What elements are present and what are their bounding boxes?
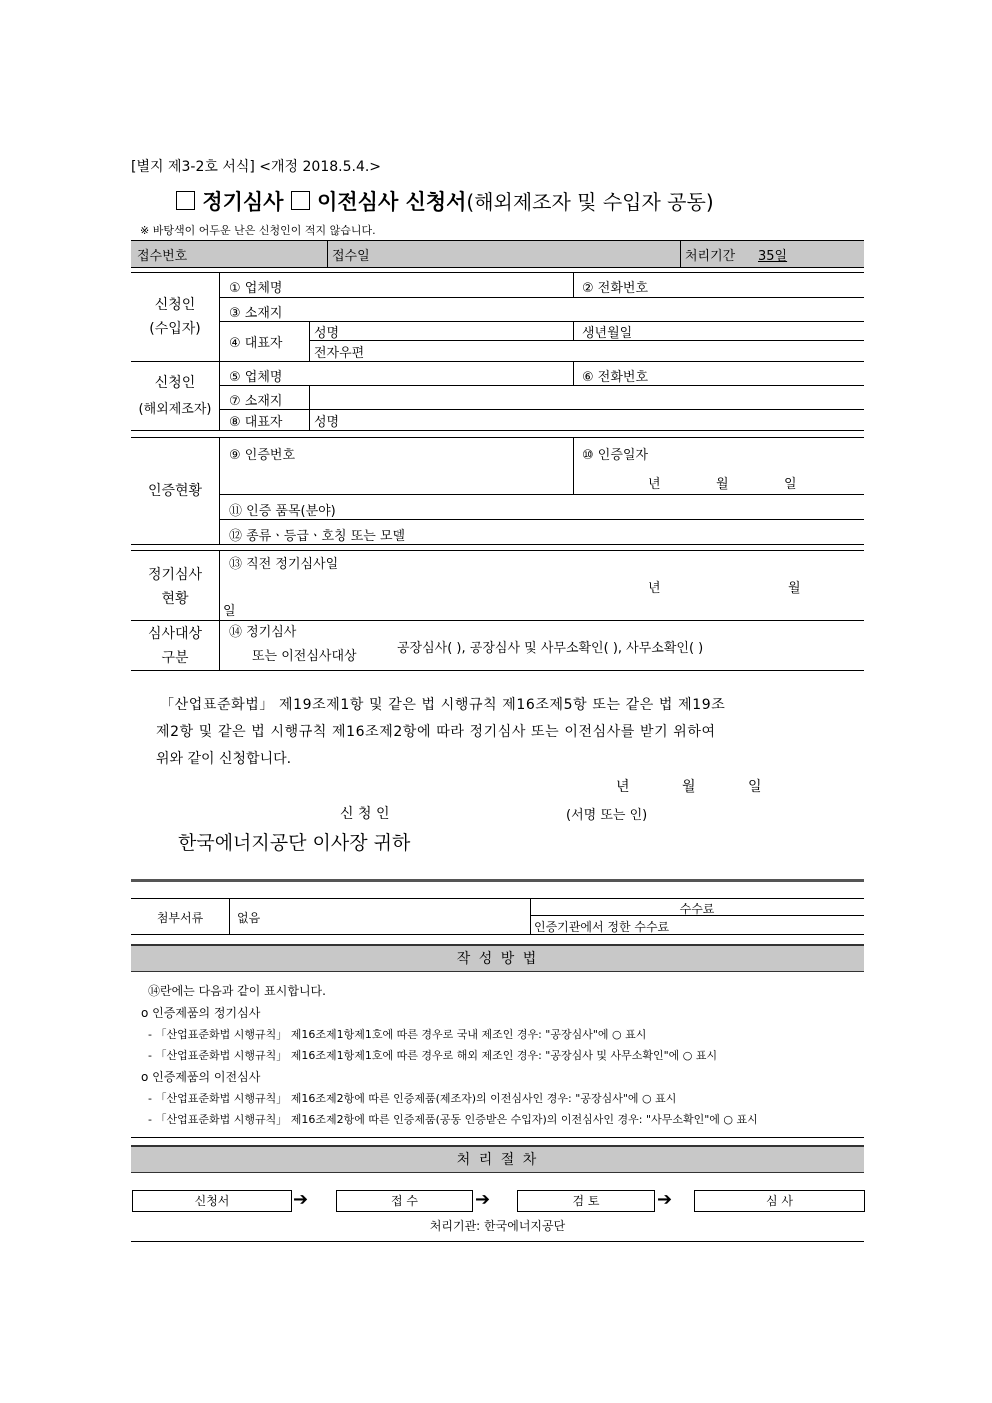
fee-value: 인증기관에서 정한 수수료 bbox=[534, 920, 670, 934]
apply-date-day[interactable]: 일 bbox=[748, 779, 762, 795]
importer-phone-field[interactable]: ② 전화번호 bbox=[582, 281, 649, 296]
regular-sublabel: 현황 bbox=[161, 591, 189, 607]
manufacturer-name-field[interactable]: 성명 bbox=[314, 415, 340, 430]
processing-agency: 처리기관: 한국에너지공단 bbox=[429, 1219, 566, 1233]
importer-address-field[interactable]: ③ 소재지 bbox=[229, 306, 283, 321]
form-title bbox=[176, 186, 714, 216]
last-regular-month[interactable]: 월 bbox=[788, 581, 801, 596]
instruction-line: - 「산업표준화법 시행규칙」 제16조제2항에 따른 인증제품(제조자)의 이전심사인 경우: "공장심사"에 ○ 표시 bbox=[148, 1092, 677, 1105]
regular-label: 정기심사 bbox=[147, 567, 203, 583]
checkbox-transfer-icon[interactable] bbox=[291, 191, 310, 210]
arrow-right-icon: ➔ bbox=[293, 1189, 309, 1210]
instruction-line: o 인증제품의 이전심사 bbox=[141, 1070, 261, 1084]
title-main: 신청서 bbox=[405, 190, 467, 214]
target-item-label: ⑭ 정기심사 bbox=[229, 625, 297, 640]
procedure-header: 처 리 절 차 bbox=[456, 1152, 539, 1168]
instructions-header: 작 성 방 법 bbox=[456, 951, 539, 967]
office-use-row bbox=[131, 240, 864, 267]
target-sublabel: 구분 bbox=[161, 650, 189, 666]
target-item-sublabel: 또는 이전심사대상 bbox=[252, 649, 357, 664]
apply-date-year[interactable]: 년 bbox=[616, 779, 630, 795]
step-receipt: 접 수 bbox=[336, 1190, 473, 1212]
target-label: 심사대상 bbox=[147, 626, 203, 642]
form-reference: [별지 제3-2호 서식] <개정 2018.5.4.> bbox=[131, 159, 382, 175]
arrow-right-icon: ➔ bbox=[657, 1189, 673, 1210]
step-application: 신청서 bbox=[132, 1190, 292, 1212]
importer-company-field[interactable]: ① 업체명 bbox=[229, 281, 283, 296]
statement-line-3: 위와 같이 신청합니다. bbox=[156, 751, 292, 767]
instruction-line: ⑭란에는 다음과 같이 표시합니다. bbox=[148, 984, 326, 998]
importer-sublabel: (수입자) bbox=[149, 321, 201, 337]
importer-label: 신청인 bbox=[154, 297, 196, 313]
attachments-value: 없음 bbox=[237, 911, 261, 925]
instruction-line: - 「산업표준화법 시행규칙」 제16조제1항제1호에 따른 경우로 해외 제조인 경우: "공장심사 및 사무소확인"에 ○ 표시 bbox=[148, 1049, 718, 1062]
importer-birth-field[interactable]: 생년월일 bbox=[582, 326, 633, 341]
processing-period-label: 처리기간 bbox=[685, 249, 736, 264]
cert-date-day[interactable]: 일 bbox=[784, 477, 797, 492]
last-regular-year[interactable]: 년 bbox=[648, 581, 661, 596]
cert-model-field[interactable]: ⑫ 종류ㆍ등급ㆍ호칭 또는 모델 bbox=[229, 529, 406, 544]
title-sub: (해외제조자 및 수입자 공동) bbox=[466, 190, 714, 214]
cert-date-month[interactable]: 월 bbox=[716, 477, 729, 492]
title-option-regular: 정기심사 bbox=[202, 190, 284, 214]
last-regular-date-label: ⑬ 직전 정기심사일 bbox=[229, 557, 339, 572]
receipt-date-label: 접수일 bbox=[332, 249, 370, 264]
target-options[interactable]: 공장심사( ), 공장심사 및 사무소확인( ), 사무소확인( ) bbox=[397, 641, 704, 656]
statement-line-1: 「산업표준화법」 제19조제1항 및 같은 법 시행규칙 제16조제5항 또는 같은 법 제19조 bbox=[160, 697, 726, 713]
manufacturer-company-field[interactable]: ⑤ 업체명 bbox=[229, 370, 283, 385]
statement-line-2: 제2항 및 같은 법 시행규칙 제16조제2항에 따라 정기심사 또는 이전심사를 받기 위하여 bbox=[156, 724, 716, 740]
manufacturer-rep-label: ⑧ 대표자 bbox=[229, 415, 283, 430]
manufacturer-sublabel: (해외제조자) bbox=[138, 402, 212, 417]
processing-period-value: 35일 bbox=[758, 249, 788, 264]
applicant-sign-label: 신 청 인 bbox=[340, 806, 390, 822]
cert-date-label: ⑩ 인증일자 bbox=[582, 448, 649, 463]
manufacturer-label: 신청인 bbox=[154, 375, 196, 391]
certification-label: 인증현황 bbox=[147, 483, 203, 499]
instruction-line: - 「산업표준화법 시행규칙」 제16조제2항에 따른 인증제품(공동 인증받은 수입자)의 이전심사인 경우: "사무소확인"에 ○ 표시 bbox=[148, 1113, 758, 1126]
arrow-right-icon: ➔ bbox=[475, 1189, 491, 1210]
importer-rep-label: ④ 대표자 bbox=[229, 336, 283, 351]
cert-item-field[interactable]: ⑪ 인증 품목(분야) bbox=[229, 504, 336, 519]
checkbox-regular-icon[interactable] bbox=[176, 191, 195, 210]
recipient: 한국에너지공단 이사장 귀하 bbox=[178, 832, 411, 854]
cert-date-year[interactable]: 년 bbox=[648, 477, 661, 492]
instruction-line: - 「산업표준화법 시행규칙」 제16조제1항제1호에 따른 경우로 국내 제조인 경우: "공장심사"에 ○ 표시 bbox=[148, 1028, 647, 1041]
signature-field[interactable]: (서명 또는 인) bbox=[566, 808, 648, 823]
title-option-transfer: 이전심사 bbox=[317, 190, 399, 214]
instruction-line: o 인증제품의 정기심사 bbox=[141, 1006, 261, 1020]
receipt-number-label: 접수번호 bbox=[137, 249, 188, 264]
shaded-notice: ※ 바탕색이 어두운 난은 신청인이 적지 않습니다. bbox=[140, 224, 376, 237]
importer-email-field[interactable]: 전자우편 bbox=[314, 346, 365, 361]
manufacturer-address-field[interactable]: ⑦ 소재지 bbox=[229, 394, 283, 409]
fee-label: 수수료 bbox=[679, 902, 715, 916]
cert-number-field[interactable]: ⑨ 인증번호 bbox=[229, 448, 296, 463]
step-review: 검 토 bbox=[517, 1190, 655, 1212]
step-inspection: 심 사 bbox=[694, 1190, 865, 1212]
importer-name-field[interactable]: 성명 bbox=[314, 326, 340, 341]
last-regular-day[interactable]: 일 bbox=[223, 604, 236, 619]
attachments-label: 첨부서류 bbox=[156, 911, 204, 925]
apply-date-month[interactable]: 월 bbox=[682, 779, 696, 795]
manufacturer-phone-field[interactable]: ⑥ 전화번호 bbox=[582, 370, 649, 385]
